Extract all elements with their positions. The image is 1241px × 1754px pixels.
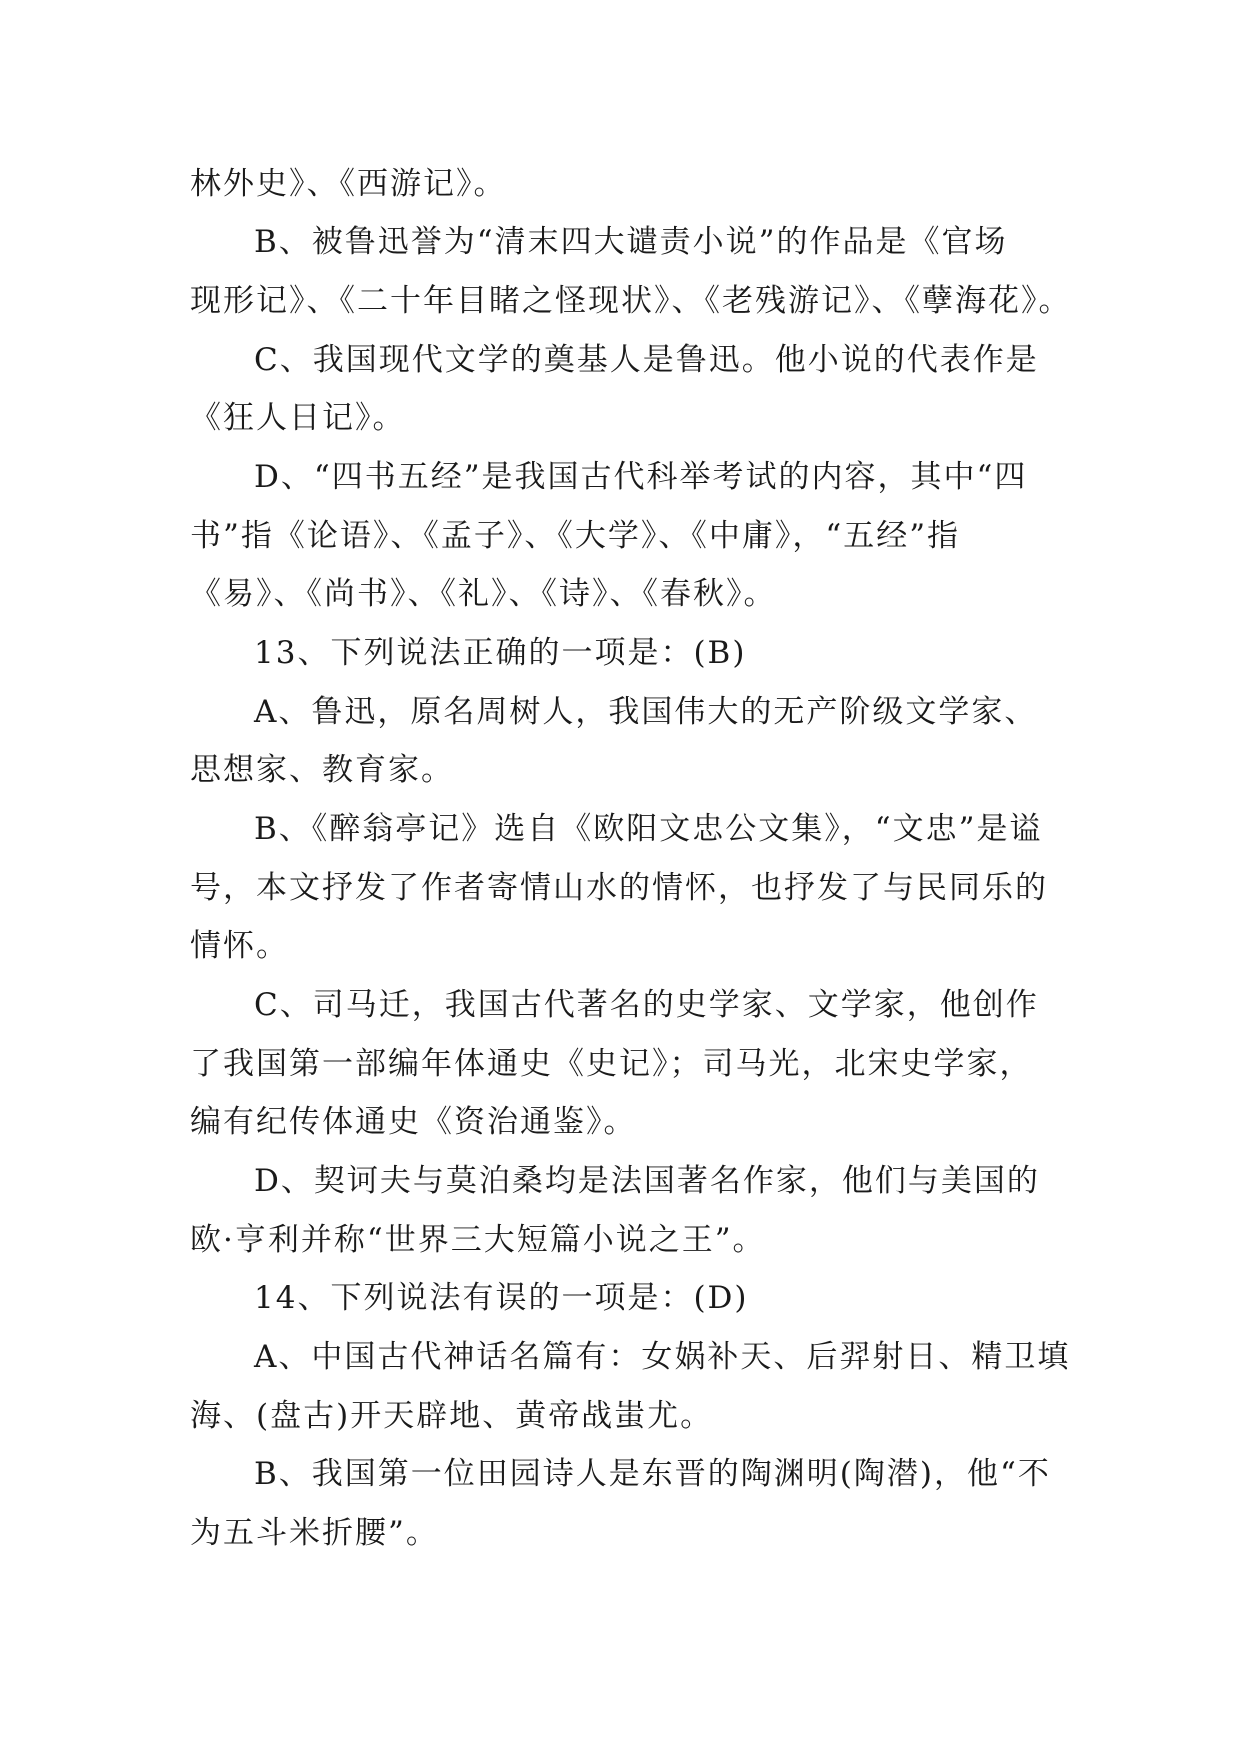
question-13-heading: 13、下列说法正确的一项是：(B) — [254, 635, 747, 671]
text-line: 《易》、《尚书》、《礼》、《诗》、《春秋》。 — [190, 576, 777, 612]
option-c-line: C、我国现代文学的奠基人是鲁迅。他小说的代表作是 — [254, 342, 1039, 378]
text-line: 思想家、教育家。 — [190, 752, 454, 788]
text-line: 现形记》、《二十年目睹之怪现状》、《老残游记》、《孽海花》。 — [190, 283, 1072, 319]
text-line: 为五斗米折腰”。 — [190, 1515, 439, 1551]
option-b-line: B、我国第一位田园诗人是东晋的陶渊明(陶潜)，他“不 — [254, 1456, 1051, 1492]
option-d-line: D、契诃夫与莫泊桑均是法国著名作家，他们与美国的 — [254, 1163, 1040, 1199]
text-line: 了我国第一部编年体通史《史记》；司马光，北宋史学家， — [190, 1046, 1033, 1082]
option-a-line: A、中国古代神话名篇有：女娲补天、后羿射日、精卫填 — [254, 1339, 1071, 1375]
text-line: 号，本文抒发了作者寄情山水的情怀，也抒发了与民同乐的 — [190, 870, 1048, 906]
text-line: 海、(盘古)开天辟地、黄帝战蚩尤。 — [190, 1398, 714, 1434]
text-line: 情怀。 — [190, 928, 289, 964]
option-b-line: B、被鲁迅誉为“清末四大谴责小说”的作品是《官场 — [254, 224, 1008, 260]
text-line: 书”指《论语》、《孟子》、《大学》、《中庸》，“五经”指 — [190, 518, 961, 554]
option-a-line: A、鲁迅，原名周树人，我国伟大的无产阶级文学家、 — [254, 694, 1038, 730]
text-line: 《狂人日记》。 — [190, 400, 406, 436]
question-14-heading: 14、下列说法有误的一项是：(D) — [254, 1280, 749, 1316]
text-line: 林外史》、《西游记》。 — [190, 166, 507, 202]
text-line: 编有纪传体通史《资治通鉴》。 — [190, 1104, 637, 1140]
option-b-line: B、《醉翁亭记》选自《欧阳文忠公文集》，“文忠”是谥 — [254, 811, 1043, 847]
text-line: 欧·亨利并称“世界三大短篇小说之王”。 — [190, 1222, 766, 1258]
option-d-line: D、“四书五经”是我国古代科举考试的内容，其中“四 — [254, 459, 1028, 495]
option-c-line: C、司马迁，我国古代著名的史学家、文学家，他创作 — [254, 987, 1039, 1023]
